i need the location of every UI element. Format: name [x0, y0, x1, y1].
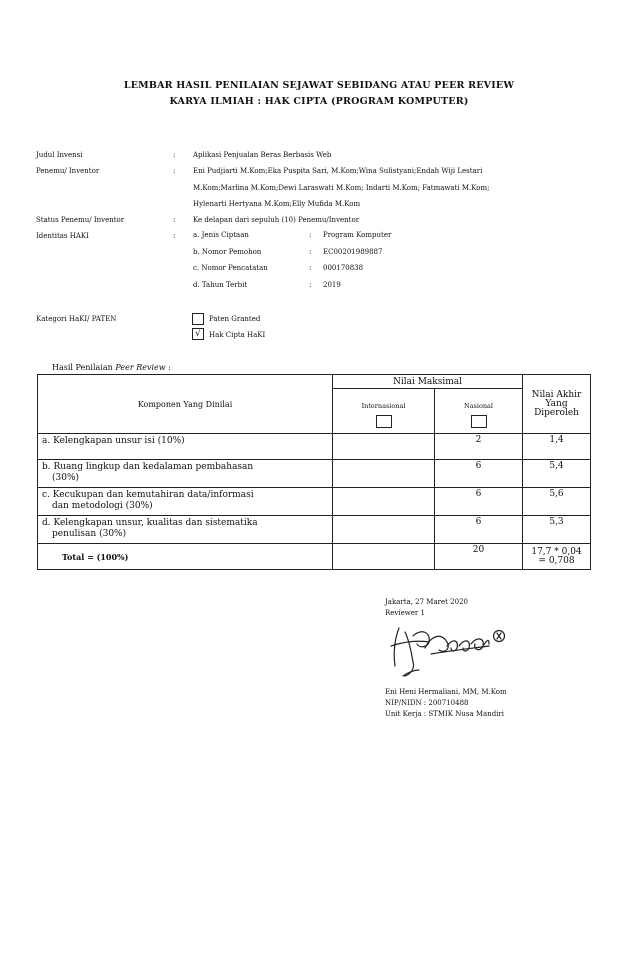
- sign-nip: NIP/NIDN : 200710488: [385, 699, 469, 707]
- row-b-line2: (30%): [52, 473, 80, 483]
- sign-place-date: Jakarta, 27 Maret 2020: [385, 598, 468, 606]
- total-akhir: [523, 544, 591, 570]
- header-nasional: [435, 389, 523, 434]
- total-akhir-line2: = 0,708: [538, 555, 575, 566]
- total-nasional: 20: [435, 544, 523, 570]
- row-b-nasional: 6: [435, 460, 523, 488]
- review-caption-prefix: Hasil Penilaian: [52, 363, 116, 372]
- row-a-komponen: [38, 434, 333, 460]
- penemu-label: Penemu/ Inventor: [36, 167, 100, 175]
- penemu-line3: Hylenarti Hertyana M.Kom;Elly Mufida M.Kom: [193, 200, 361, 208]
- row-c-nasional: 6: [435, 488, 523, 516]
- identitas-value-d: 2019: [323, 281, 341, 289]
- header-nilai-maksimal: Nilai Maksimal: [333, 375, 523, 389]
- row-c-line2: dan metodologi (30%): [52, 501, 153, 511]
- hak-cipta-checkbox[interactable]: √: [192, 328, 204, 340]
- internasional-checkbox[interactable]: [376, 415, 392, 428]
- peer-review-table: [37, 374, 591, 570]
- identitas-key-c: c. Nomor Pencatatan: [193, 264, 268, 272]
- sign-unit: Unit Kerja : STMIK Nusa Mandiri: [385, 710, 504, 718]
- header-akhir-line3: Diperoleh: [534, 407, 579, 418]
- header-akhir-line2: Yang: [545, 398, 568, 409]
- row-d-akhir: 5,3: [523, 516, 591, 544]
- review-caption: [52, 363, 171, 372]
- row-b-komponen: [38, 460, 333, 488]
- table-row: [38, 434, 591, 460]
- status-label: Status Penemu/ Inventor: [36, 216, 125, 224]
- total-internasional: [333, 544, 435, 570]
- identitas-key-d: d. Tahun Terbit: [193, 281, 248, 289]
- identitas-key-a: a. Jenis Ciptaan: [193, 231, 249, 239]
- row-c-akhir: 5,6: [523, 488, 591, 516]
- judul-label: Judul Invensi: [36, 151, 83, 159]
- internasional-label: Internasional: [361, 402, 406, 410]
- table-row-total: [38, 544, 591, 570]
- document-title-line2: KARYA ILMIAH : HAK CIPTA (PROGRAM KOMPUTER): [169, 96, 469, 107]
- identitas-sep-b: :: [309, 248, 312, 256]
- row-a-nasional: 2: [435, 434, 523, 460]
- nasional-checkbox[interactable]: [471, 415, 487, 428]
- header-nilai-akhir: [523, 375, 591, 434]
- row-b-line1: b. Ruang lingkup dan kedalaman pembahasan: [42, 462, 254, 472]
- table-row: [38, 488, 591, 516]
- table-row: [38, 516, 591, 544]
- status-value: Ke delapan dari sepuluh (10) Penemu/Inventor: [193, 216, 360, 224]
- review-caption-italic: Peer Review: [115, 363, 166, 372]
- identitas-value-a: Program Komputer: [323, 231, 392, 239]
- kategori-label: Kategori HaKI/ PATEN: [36, 315, 117, 323]
- hak-cipta-label: Hak Cipta HaKI: [209, 331, 266, 339]
- row-a-line1: a. Kelengkapan unsur isi (10%): [42, 436, 185, 446]
- total-label: Total = (100%): [38, 544, 333, 570]
- identitas-value-b: EC00201989887: [323, 248, 383, 256]
- judul-value: Aplikasi Penjualan Beras Berbasis Web: [193, 151, 332, 159]
- row-c-line1: c. Kecukupan dan kemutahiran data/informasi: [42, 490, 254, 500]
- row-d-nasional: 6: [435, 516, 523, 544]
- row-c-internasional: [333, 488, 435, 516]
- row-b-internasional: [333, 460, 435, 488]
- judul-sep: :: [173, 151, 176, 159]
- total-akhir-line1: 17,7 * 0,04: [531, 546, 582, 557]
- header-internasional: [333, 389, 435, 434]
- row-c-komponen: [38, 488, 333, 516]
- penemu-line2: M.Kom;Marlina M.Kom;Dewi Laraswati M.Kom; Indarti M.Kom; Fatmawati M.Kom;: [193, 184, 490, 192]
- row-d-line2: penulisan (30%): [52, 529, 127, 539]
- paten-granted-checkbox[interactable]: [192, 313, 204, 325]
- identitas-sep-a: :: [309, 231, 312, 239]
- document-title-line1: LEMBAR HASIL PENILAIAN SEJAWAT SEBIDANG ATAU PEER REVIEW: [123, 80, 515, 91]
- review-caption-suffix: :: [165, 363, 171, 372]
- identitas-sep-d: :: [309, 281, 312, 289]
- row-a-akhir: 1,4: [523, 434, 591, 460]
- penemu-sep: :: [173, 167, 176, 175]
- row-d-komponen: [38, 516, 333, 544]
- row-d-line1: d. Kelengkapan unsur, kualitas dan sistematika: [42, 518, 258, 528]
- penemu-line1: Eni Pudjiarti M.Kom;Eka Puspita Sari, M.Kom;Wina Sulistyani;Endah Wiji Lestari: [193, 167, 483, 175]
- row-b-akhir: 5,4: [523, 460, 591, 488]
- identitas-label: Identitas HAKI: [36, 232, 89, 240]
- row-d-internasional: [333, 516, 435, 544]
- row-a-internasional: [333, 434, 435, 460]
- paten-granted-label: Paten Granted: [209, 315, 261, 323]
- signature-image: [385, 618, 515, 680]
- identitas-sep: :: [173, 232, 176, 240]
- header-akhir-line1: Nilai Akhir: [531, 389, 582, 400]
- header-komponen: Komponen Yang Dinilai: [38, 375, 333, 434]
- sign-role: Reviewer 1: [385, 609, 425, 617]
- sign-name: Eni Heni Hermaliani, MM, M.Kom: [385, 688, 507, 696]
- nasional-label: Nasional: [463, 402, 494, 410]
- identitas-value-c: 000170838: [323, 264, 364, 272]
- identitas-key-b: b. Nomor Pemohon: [193, 248, 262, 256]
- status-sep: :: [173, 216, 176, 224]
- table-row: [38, 460, 591, 488]
- identitas-sep-c: :: [309, 264, 312, 272]
